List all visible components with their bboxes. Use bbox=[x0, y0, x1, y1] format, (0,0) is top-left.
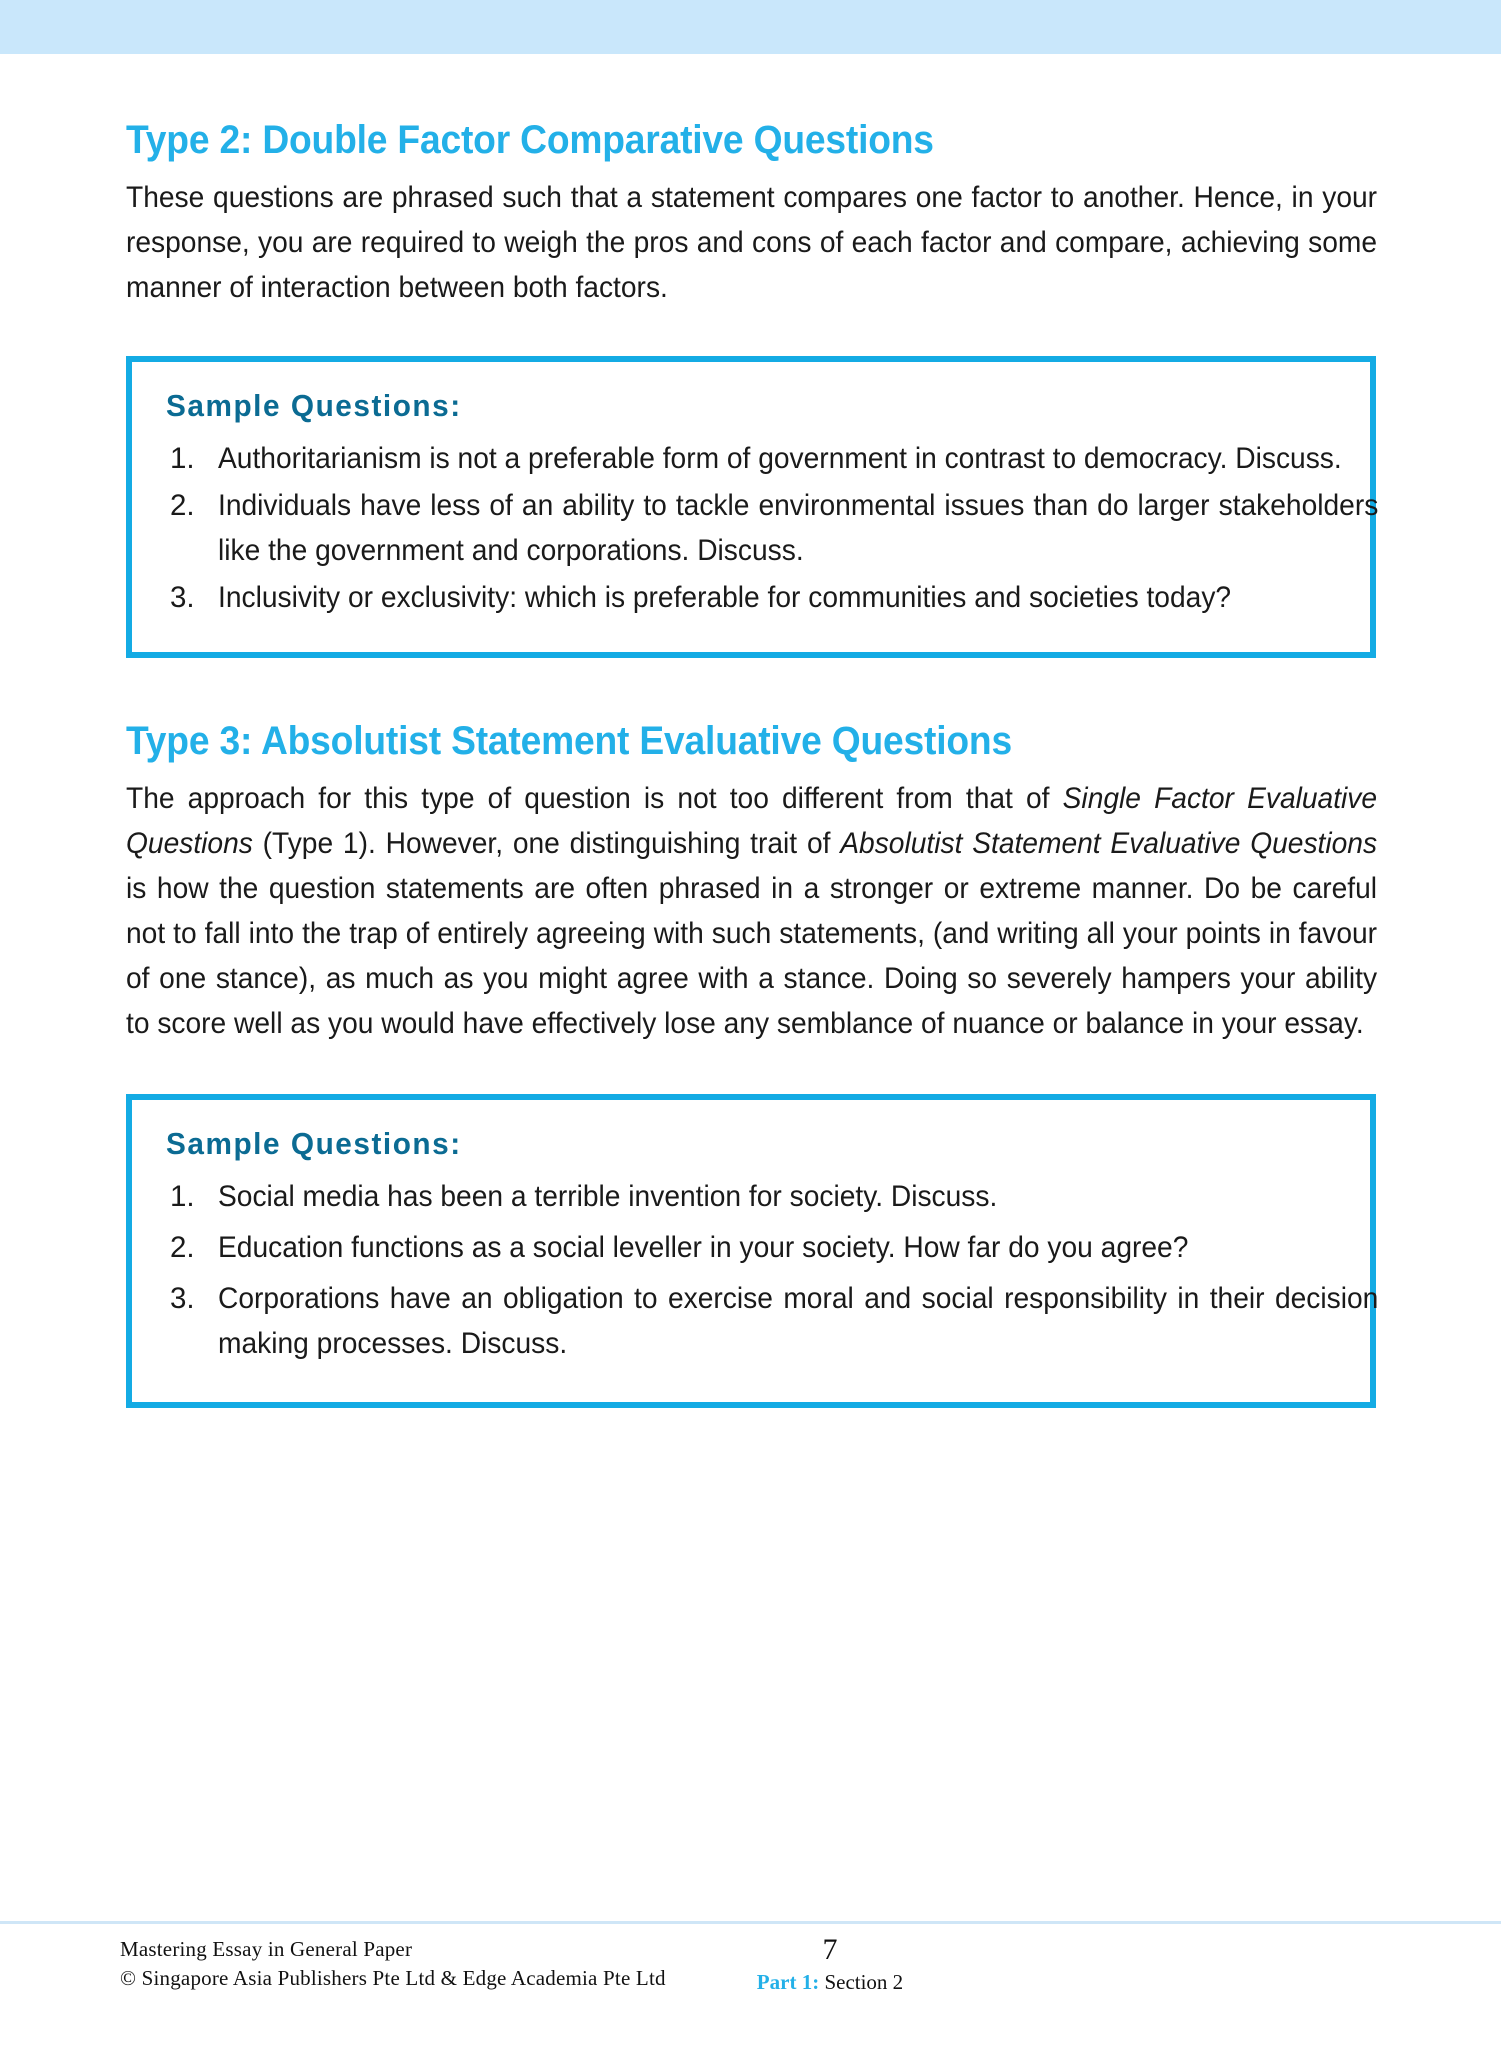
list-item bbox=[166, 483, 1379, 573]
section-paragraph-type-3 bbox=[126, 776, 1377, 1046]
sample-questions-title: Sample Questions: bbox=[166, 1126, 462, 1161]
sample-questions-title: Sample Questions: bbox=[166, 388, 462, 423]
section-heading-type-3: Type 3: Absolutist Statement Evaluative Questions bbox=[126, 719, 1012, 763]
footer-page-info bbox=[660, 1935, 1000, 1995]
section-paragraph-type-2: These questions are phrased such that a statement compares one factor to another. Hence, in your response, you are required to weigh the pros and cons of each factor and compare, achieving some manner of interaction between both factors. bbox=[126, 181, 1378, 304]
list-item bbox=[166, 575, 1336, 620]
paragraph-run: The approach for this type of question is not too different from that of bbox=[126, 782, 1063, 815]
list-item bbox=[166, 1174, 1336, 1219]
paragraph-run: (Type 1). However, one distinguishing trait of bbox=[252, 827, 841, 860]
footer-divider bbox=[0, 1921, 1501, 1924]
list-item bbox=[166, 1276, 1379, 1366]
italic-term: Absolutist Statement Evaluative Questions bbox=[840, 827, 1378, 860]
footer-part-section bbox=[660, 1969, 1000, 1995]
list-item-text: Inclusivity or exclusivity: which is preferable for communities and societies today? bbox=[218, 581, 1232, 614]
list-item-text: Individuals have less of an ability to tackle environmental issues than do larger stakeholders like the government and corporations. Discuss. bbox=[218, 489, 1379, 567]
sample-questions-box-type-3 bbox=[126, 1094, 1379, 1408]
paragraph-run: is how the question statements are often phrased in a stronger or extreme manner. Do be careful not to fall into the trap of entirely agreeing with such statements, (and writing all your points in favour of one stance), as much as you might agree with a stance. Doing so severely hampers your ability to score well as you would have effectively lose any semblance of nuance or balance in your essay. bbox=[126, 872, 1378, 1040]
footer-copyright: © Singapore Asia Publishers Pte Ltd & Edge Academia Pte Ltd bbox=[120, 1966, 666, 1990]
list-item-text: Authoritarianism is not a preferable form of government in contrast to democracy. Discuss. bbox=[218, 442, 1342, 475]
list-item-text: Education functions as a social leveller in your society. How far do you agree? bbox=[218, 1231, 1189, 1264]
footer-book-title: Mastering Essay in General Paper bbox=[120, 1937, 413, 1961]
sample-questions-box-type-2 bbox=[126, 356, 1379, 658]
list-item-text: Corporations have an obligation to exercise moral and social responsibility in their decision making processes. Discuss. bbox=[218, 1282, 1379, 1360]
list-item bbox=[166, 436, 1342, 481]
italic-term: Single Factor Evaluative Questions bbox=[126, 782, 1378, 860]
list-item-text: Social media has been a terrible invention for society. Discuss. bbox=[218, 1180, 998, 1213]
footer-credits bbox=[120, 1935, 666, 1993]
footer-section-label: Section 2 bbox=[824, 1970, 904, 1994]
footer-part-label: Part 1: bbox=[756, 1970, 820, 1994]
page-top-band bbox=[0, 0, 1501, 54]
page-content bbox=[0, 54, 1501, 1408]
sample-questions-list bbox=[166, 1174, 1379, 1366]
content-column bbox=[126, 117, 1379, 1408]
list-item bbox=[166, 1225, 1336, 1270]
section-heading-type-2: Type 2: Double Factor Comparative Questions bbox=[126, 118, 934, 162]
page-number: 7 bbox=[822, 1933, 838, 1966]
sample-questions-list bbox=[166, 436, 1379, 620]
page-footer bbox=[0, 1935, 1501, 2025]
